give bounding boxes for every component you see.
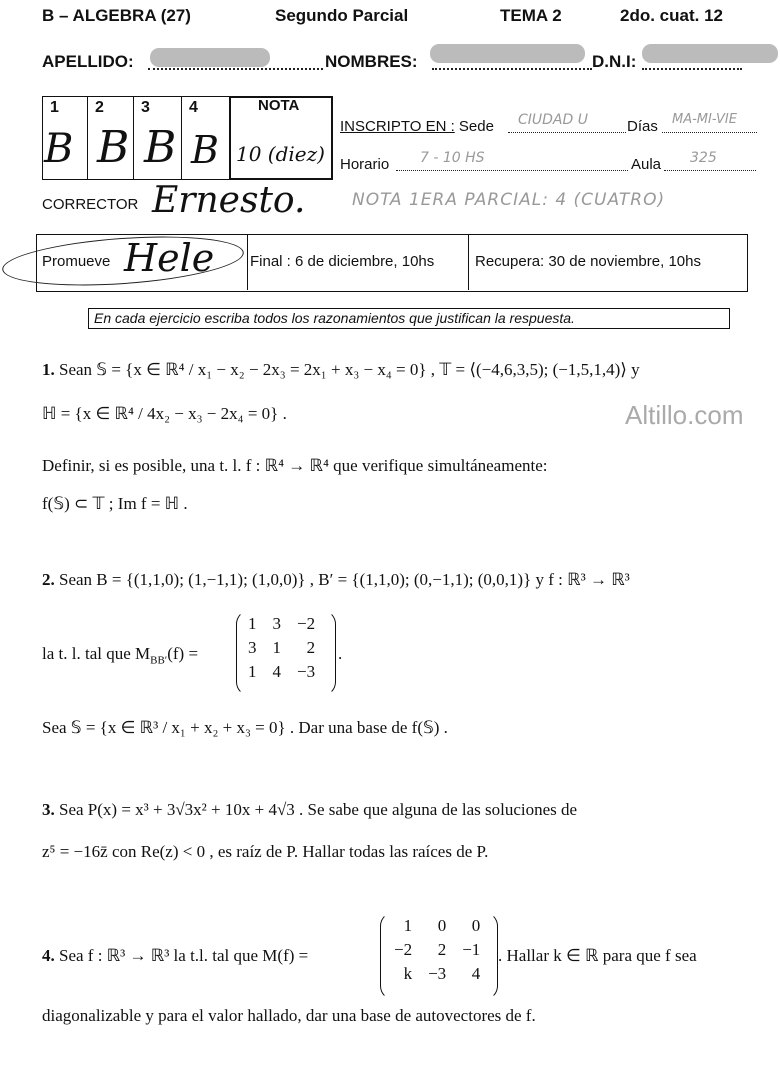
redaction (150, 48, 270, 67)
matrix-cell: 4 (471, 964, 481, 983)
exercise-text: Sean 𝕊 = {x ∈ ℝ⁴ / x₁ − x₂ − 2x₃ = 2x₁ + x₃ − x₄ = 0} , 𝕋 = ⟨(−4,6,3,5); (−1,5,1,4)⟩ y (59, 360, 640, 379)
divider (468, 234, 469, 290)
dias-value: MA-MI-VIE (672, 112, 737, 127)
exercise-1-line3: Definir, si es posible, una t. l. f : ℝ⁴ → ℝ⁴ que verifique simultáneamente: (42, 456, 548, 475)
final-date: Final : 6 de diciembre, 10hs (250, 253, 435, 270)
recupera-date: Recupera: 30 de noviembre, 10hs (475, 253, 701, 270)
sede-label: Sede (458, 118, 494, 135)
matrix-cell: 1 (272, 638, 281, 657)
horario-value: 7 - 10 HS (420, 150, 485, 166)
course-title: B – ALGEBRA (27) (42, 6, 191, 25)
handwritten-grade: B (144, 122, 177, 173)
nota-header: NOTA (258, 97, 300, 114)
corrector-label: CORRECTOR (42, 196, 139, 213)
exercise-number: 1. (42, 360, 55, 379)
matrix-cell: −2 (394, 940, 413, 959)
grade-header: 3 (141, 99, 150, 116)
promueve-label: Promueve (42, 253, 111, 270)
handwritten-grade: B (191, 128, 219, 172)
inscripto-label (340, 118, 494, 135)
apellido-label: APELLIDO: (42, 52, 134, 71)
nombres-label: NOMBRES: (325, 52, 418, 71)
exercise-number: 4. (42, 946, 55, 965)
exam-title: Segundo Parcial (275, 6, 409, 25)
grade-header: 2 (95, 99, 104, 116)
promueve-signature: Hele (124, 236, 215, 280)
exercise-text: Sean B = {(1,1,0); (1,−1,1); (1,0,0)} , B′ = {(1,1,0); (0,−1,1); (0,0,1)} y f : ℝ³ → ℝ³ (59, 570, 630, 589)
dias-field (662, 132, 757, 133)
exercise-number: 2. (42, 570, 55, 589)
matrix-cell: 2 (437, 940, 447, 959)
horario-label: Horario (340, 156, 390, 173)
matrix-e2 (240, 612, 323, 684)
matrix-cell: −3 (297, 662, 316, 681)
dni-field (642, 68, 742, 70)
apellido-field (148, 68, 323, 70)
aula-label: Aula (631, 156, 662, 173)
exercise-1-line4: f(𝕊) ⊂ 𝕋 ; Im f = ℍ . (42, 494, 188, 513)
redaction (642, 44, 778, 63)
matrix-cell: −3 (428, 964, 447, 983)
matrix-cell: 0 (471, 916, 481, 935)
nombres-field (432, 68, 592, 70)
grade-header: 4 (189, 99, 198, 116)
exercise-number: 3. (42, 800, 55, 819)
dni-label: D.N.I: (592, 52, 637, 71)
matrix-cell: −2 (297, 614, 316, 633)
exercise-4-matrix-label (42, 946, 308, 966)
corrector-signature: Ernesto. (152, 180, 306, 221)
watermark: Altillo.com (625, 400, 744, 430)
matrix-cell: 1 (403, 916, 413, 935)
horario-field (396, 170, 628, 171)
exercise-2-line1 (42, 570, 630, 590)
exercise-2-line3: Sea 𝕊 = {x ∈ ℝ³ / x₁ + x₂ + x₃ = 0} . Dar una base de f(𝕊) . (42, 718, 448, 737)
exercise-2-matrix-label (42, 644, 198, 666)
cuatrimestre-label: 2do. cuat. 12 (620, 6, 723, 25)
matrix-cell: 1 (248, 662, 257, 681)
exercise-4-line2: diagonalizable y para el valor hallado, dar una base de autovectores de f. (42, 1006, 536, 1025)
dias-label: Días (627, 118, 658, 135)
exercise-text: Sea P(x) = x³ + 3√3x² + 10x + 4√3 . Se sabe que alguna de las soluciones de (59, 800, 578, 819)
redaction (430, 44, 585, 63)
exercise-4-post-matrix: . Hallar k ∈ ℝ para que f sea (498, 946, 697, 965)
matrix-cell: 2 (306, 638, 316, 657)
handwritten-grade: B (44, 126, 74, 172)
period: . (338, 644, 343, 663)
matrix-cell: 0 (437, 916, 447, 935)
exercise-1-line2: ℍ = {x ∈ ℝ⁴ / 4x₂ − x₃ − 2x₄ = 0} . (42, 404, 287, 423)
sede-field (508, 132, 626, 133)
inscripto-text: INSCRIPTO EN : (340, 118, 455, 135)
aula-field (664, 170, 756, 171)
divider (247, 234, 248, 290)
matrix-cell: 3 (272, 614, 281, 633)
matrix-subscript: BB′ (150, 654, 168, 667)
exercise-text: Sea f : ℝ³ → ℝ³ la t.l. tal que M(f) = (59, 946, 309, 965)
exercise-3-line1 (42, 800, 577, 820)
grade-header: 1 (50, 99, 59, 116)
exercise-text: la t. l. tal que M (42, 644, 151, 663)
matrix-cell: −1 (462, 940, 481, 959)
handwritten-final-grade: 10 (diez) (236, 142, 325, 166)
sede-value: CIUDAD U (518, 112, 588, 128)
matrix-cell: k (403, 964, 413, 983)
matrix-e4 (386, 914, 488, 986)
matrix-cell: 1 (248, 614, 257, 633)
instruction-text: En cada ejercicio escriba todos los razonamientos que justifican la respuesta. (94, 310, 575, 326)
exercise-3-line2: z⁵ = −16z̄ con Re(z) < 0 , es raíz de P. Hallar todas las raíces de P. (42, 842, 489, 861)
exercise-text: (f) = (167, 644, 199, 663)
matrix-cell: 3 (248, 638, 257, 657)
tema-label: TEMA 2 (500, 6, 562, 25)
handwritten-grade: B (97, 122, 130, 173)
matrix-cell: 4 (272, 662, 281, 681)
exercise-1-line1 (42, 360, 640, 380)
aula-value: 325 (690, 150, 717, 166)
handwritten-note: NOTA 1ERA PARCIAL: 4 (CUATRO) (352, 190, 666, 210)
